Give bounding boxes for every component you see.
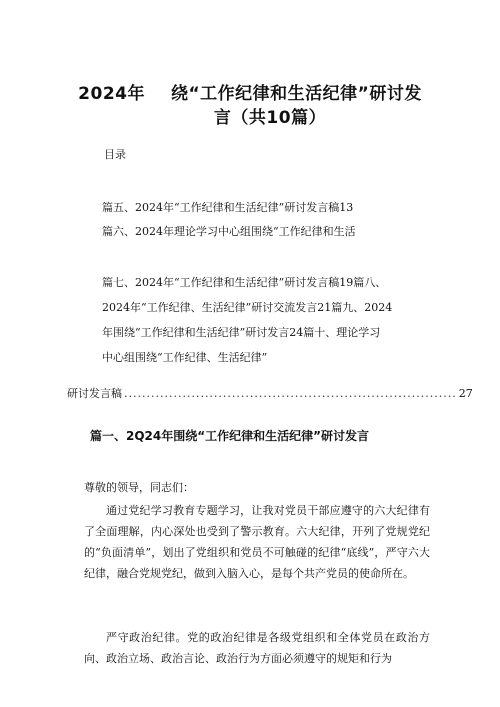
toc-item-6[interactable]: 篇六、2024年理论学习中心组围绕“工作纪律和生活 xyxy=(102,225,356,238)
title-line-1-rest: 绕“工作纪律和生活纪律”研讨发 xyxy=(170,84,422,104)
toc-item-9-10[interactable]: 年围绕“工作纪律和生活纪律”研讨发言24篇十、理论学习 xyxy=(102,326,381,339)
greeting: 尊敬的领导，同志们： xyxy=(84,481,194,494)
toc-item-8-9[interactable]: 2024年“工作纪律、生活纪律”研讨交流发言21篇九、2024 xyxy=(102,301,393,314)
toc-last-label: 研讨发言稿 xyxy=(67,387,122,400)
document-title xyxy=(60,82,440,130)
paragraph-2: 严守政治纪律。党的政治纪律是各级党组织和全体党员在政治方向、政治立场、政治言论、政治行为方面必须遵守的规矩和行为 xyxy=(84,631,430,665)
title-line-2: 言（共10篇） xyxy=(213,108,327,128)
toc-item-last[interactable] xyxy=(67,385,473,401)
toc-item-10-cont[interactable]: 中心组围绕“工作纪律、生活纪律” xyxy=(102,351,268,364)
title-line-1 xyxy=(60,82,440,106)
section-heading: 篇一、2Q24年围绕“工作纪律和生活纪律”研讨发言 xyxy=(90,429,370,443)
paragraph-1: 通过党纪学习教育专题学习，让我对党员干部应遵守的六大纪律有了全面理解，内心深处也受到了警示教育。六大纪律，开列了党规党纪的“负面清单”，划出了党组织和党员不可触碰的纪律“底线”，严守六大纪律，融合党规党纪，做到入脑入心，是每个共产党员的使命所在。 xyxy=(84,504,430,580)
toc-item-5[interactable]: 篇五、2024年“工作纪律和生活纪律”研讨发言稿13 xyxy=(102,201,354,214)
toc-last-page: 27 xyxy=(458,387,473,400)
toc-leader-dots: .......................................................................... xyxy=(124,387,457,400)
toc-heading: 目录 xyxy=(104,148,126,161)
title-year: 2024年 xyxy=(78,84,145,104)
toc-item-7-8[interactable]: 篇七、2024年“工作纪律和生活纪律”研讨发言稿19篇八、 xyxy=(102,276,387,289)
